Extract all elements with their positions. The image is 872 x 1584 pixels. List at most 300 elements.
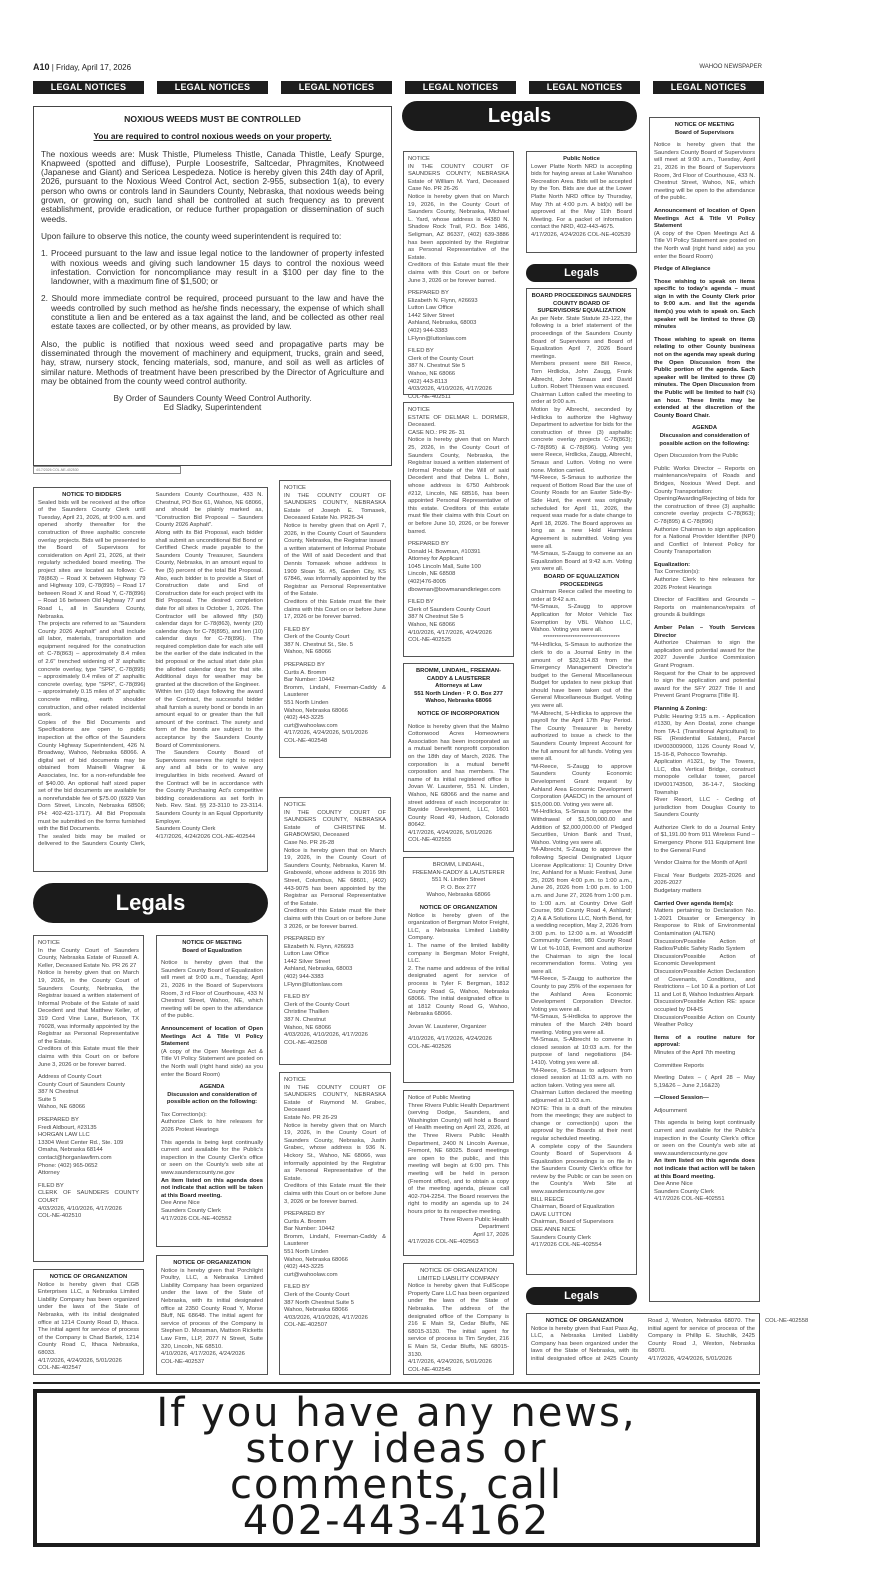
ad-tag: 4/17/2026 COL-NE-402530 (33, 466, 181, 474)
notice-heading: NOTICE OF ORGANIZATION (419, 904, 498, 911)
notice-text: Discussion/Possible Action on County Weather Policy (654, 1014, 755, 1029)
legals-banner: Legals (526, 1287, 637, 1305)
notice-text: PREPARED BY (38, 1117, 79, 1124)
publication-name: WAHOO NEWSPAPER (699, 64, 762, 70)
notice-text: Tax Correction(s): (654, 569, 700, 576)
notice-text: Notice is hereby given that on March 19, 2026, in the County Court of Saunders County, Nebraska, Justin Grabec, whose address is 936 N. Hickory St., Wahoo, NE 68066, was informally appointed by the Registrar as Personal Representative of the Estate. (284, 1122, 386, 1182)
notice-text: Notice is hereby given that on March 19, 2026, in the County Court of Saunders County, Nebraska, Michael L. Yard, whose address is 44380 N. Shadow Rock Trail, P.O. Box 1486, Seligman, AZ 86337, (402) 639-3886 has been appointed by the Registrar as Personal Representative of the Estate. (408, 193, 509, 261)
notice-text: COL-NE-402507 (284, 1322, 328, 1329)
notice-text: NOTE: This is a draft of the minutes from the meetings; they are subject to change or correction(s) upon the approval by the Boards at their next regular scheduled meeting. (531, 1105, 632, 1142)
notice-text: Fredi Aldbourt, #23135 (38, 1124, 97, 1131)
notice-meeting-board-supervisors (649, 117, 760, 1302)
notice-heading: NOTICE OF MEETING (182, 940, 242, 946)
notice-text: *M-Albrecht, S-Hrdlicka to approve the payroll for the April 17th Pay Period. The County Treasurer is hereby authorized to issue a check to the Saunders County Imprest Account for the full amount for all funds. Voting yes were all. (531, 710, 632, 763)
notice-text: Three Rivers Public Health (440, 1216, 509, 1223)
notice-text: This agenda is being kept continually current and available for the Public's inspection in the County Clerk's office or seen on the County's web site at www.saunderscounty.ne.gov (654, 1120, 755, 1157)
notice-text: Saunders County Clerk (531, 1234, 591, 1241)
notice-heading: 551 North Linden · P. O. Box 277 (414, 690, 503, 697)
notice-text: Vendor Claims for the Month of April (654, 860, 747, 867)
notice-text: Address of County Court (38, 1074, 102, 1081)
notice-text: (402)476-8005 (408, 579, 447, 586)
notice-text: curt@wahoolaw.com (284, 1271, 338, 1278)
notice-text: NOTICE (284, 1077, 306, 1083)
notice-text: 4/03/2026, 4/10/2026, 4/17/2026 (284, 1314, 368, 1321)
notice-text: 4/17/2026 COL-NE-402552 (161, 1215, 232, 1222)
notice-heading: An item listed on this agenda does not indicate that action will be taken at this Board meeting. (161, 1177, 263, 1199)
notice-heading: Announcement of location of Open Meetings Act & Title VI Policy Statement (654, 207, 755, 230)
notice-text: Saunders County Clerk (155, 826, 216, 833)
notice-text: LIMITED LIABILITY COMPANY (417, 1275, 500, 1282)
notice-text: BROMM, LINDAHL, (432, 862, 485, 868)
notice-text: FILED BY (408, 348, 434, 355)
ad-line: If you have any news, (156, 1390, 637, 1436)
notice-text: contact@horganlawfirm.com (38, 1155, 112, 1162)
notice-heading: NOTICE OF ORGANIZATION (173, 1260, 251, 1266)
notice-text: Open Discussion from the Public (654, 453, 739, 460)
notice-estate-yard (403, 151, 514, 400)
notice-text: CLERK OF SAUNDERS COUNTY COURT (38, 1190, 139, 1204)
notice-heading: BOARD OF EQUALIZATION PROCEEDINGS (543, 573, 620, 588)
notice-text: Motion by Albrecht, seconded by Hrdlicka to authorize the Highway Department to advertise for bids for the construction of three (3) asphaltic concrete overlay projects C-78(863); C-78(895) & C-78(896). Voting yes were Reece, Hrdlicka, Zaugg, Albrecht, Smaus and Lutton. Voting no were none. Motion carried. (531, 406, 632, 474)
notice-text: Lower Platte North NRD is accepting bids for haying areas at Lake Wanahoo Recreation Area. Bids will be accepted by the Ton. Bids are due at the Lower Platte North NRD office by Thursday, May 7th at 4:00 p.m. A bid(s) will be approved at the May 11th Board Meeting. For a packet of information contact the NRD, 402-443-4675. (531, 163, 632, 231)
notice-text: *M-Reece, S-Zaugg to approve Saunders County Economic Development Grant request by Ashland Area Economic Development Corporation (AAEDC) in the amount of $15,000.00. Voting yes were all. (531, 763, 632, 808)
notice-text: (A copy of the Open Meetings Act & Title VI Policy Statement are posted on the North wall (right hand side) as you enter the Board Room) (654, 230, 755, 260)
notice-text: Attorney for Applicant (408, 556, 464, 563)
notice-text: Case No. PR 26-28 (284, 839, 335, 846)
notice-text: *M-Smaus, S-Zaugg to approve Application for Motor Vehicle Tax Exemption by VBL Wahoo LLC, Wahoo. Voting yes were all. (531, 604, 632, 634)
notice-text: PREPARED BY (284, 1211, 325, 1218)
notice-text: 4/17/2026 COL-NE-402563 (408, 1239, 479, 1246)
notice-text: 1442 Silver Street (408, 312, 455, 319)
notice-heading: Pledge of Allegiance (654, 266, 711, 273)
notice-text: This agenda is being kept continually current and available for the Public's inspection in the County Clerk's office or seen on the County's web site at www.saunderscounty.ne.gov (161, 1139, 263, 1177)
notice-text: Discussion/Possible Action of Economic Development (654, 953, 755, 968)
notice-text: FREEMAN-CADDY & LAUSTERER (412, 869, 505, 876)
board-proceedings (526, 288, 637, 1275)
notice-heading: NOTICE OF INCORPORATION (417, 710, 500, 717)
notice-text: (402) 443-3225 (284, 715, 324, 722)
notice-text: 4/03/2026, 4/10/2026, 4/17/2026 (284, 1032, 368, 1039)
notice-heading: Discussion and consideration of possible action on the following: (659, 432, 750, 447)
notice-text: Clerk of Saunders County Court (408, 606, 491, 613)
notice-text: Curtis A. Bromm (284, 1218, 327, 1225)
notice-text: Saunders County Clerk (654, 1188, 714, 1195)
notice-text: Wahoo, Nebraska 68066 (284, 707, 348, 714)
ad-line: story ideas or (245, 1426, 548, 1472)
notice-incorporation (403, 663, 514, 852)
notice-text: Along with its Bid Proposal, each bidder shall submit an unconditional Bid Bond or Certified Check made payable to the Saunders County Treasurer, Saunders County, Nebraska, in an amount equal to five (5) percent of the total Bid Proposal. Also, each bidder is to provide a Start of Construction date and End of Construction date for each project with its Bid Proposal. The desired completion date for all sites is October 1, 2026. The Contractor will be allowed fifty (50) calendar days for C-78(863), twenty (20) calendar days for C-78(895), and ten (10) calendar days for C-78(896). The required completion date for each site will be the earlier of the date indicated in the bid proposal or the actual start date plus the allotted calendar days for that site. Additional days for weather may be granted at the discretion of the Engineer. (155, 529, 263, 688)
notice-text: FILED BY (38, 1182, 64, 1189)
notice-text: Copies of the Bid Documents and Specifications are open to public inspection at the office of the Saunders County Highway Superintendent, 426 N. Broadway, Wahoo, Nebraska 68066. A digital set of bid documents may be obtained from Mainelli Wagner & Associates, Inc. for a non-refundable fee of $40.00. An optional half sized paper set of the bid documents are available for a nonrefundable fee of $75.00 (6929 Van Dorn Street, Lincoln, Nebraska 68506; PH: 402-421-1717). All Bid Proposals must be submitted on the forms furnished with the Bid Documents. (38, 719, 146, 833)
notice-text: Authorize Chairman to sign application for a National Provider Identifier (NPI) and Conflict of Interest Policy for County Transportation (654, 526, 755, 556)
notice-heading: NOTICE OF ORGANIZATION (545, 1318, 624, 1324)
section-bar-legal-notices: LEGAL NOTICES (653, 81, 764, 94)
issue-date: | Friday, April 17, 2026 (51, 63, 132, 72)
notice-organization-fast-pass (526, 1313, 809, 1375)
notice-text: Estate No. PR 26-29 (284, 1114, 338, 1121)
notice-heading: Board of Equalization (182, 947, 242, 954)
notice-text: Elizabeth N. Flynn, #26693 (408, 297, 478, 304)
notice-text: FILED BY (284, 994, 310, 1001)
notice-text: 4/17/2026 COL-NE-402551 (654, 1196, 725, 1203)
notice-text: Notice is hereby given that CGB Enterprises LLC, a Nebraska Limited Liability Company has been organized under the laws of the State of Nebraska, with its initial designated office at 1214 County Road D, Ithaca. The initial agent for service of process of the Company is Chad Bartek, 1214 County Road C, Ithaca Nebraska, 68033. (38, 1281, 139, 1356)
notice-list-item: 2. Should more immediate control be required, proceed pursuant to the law and have the weeds controlled by such method as he/she finds necessary, the expense of which shall constitute a lien and be entered as a tax against the land, and be collected as other real estate taxes are collected, or by other means, as provided by law. (41, 293, 384, 332)
notice-text: NOTICE (408, 156, 430, 162)
notice-heading: Discussion and consideration of possible action on the following: (166, 1091, 258, 1106)
notice-text: IN THE COUNTY COURT OF SAUNDERS COUNTY, NEBRASKA Estate of William M. Yard, Deceased Case No. PR 26-26 (408, 163, 509, 193)
notice-text: 4/10/2026, 4/17/2026, 4/24/2026 (408, 1036, 492, 1043)
notice-text: curt@wahoolaw.com (284, 722, 338, 729)
notice-text: NOTICE (38, 940, 60, 946)
section-bar-legal-notices: LEGAL NOTICES (157, 81, 268, 94)
notice-subtitle: You are required to control noxious weeds on your property. (93, 131, 332, 142)
notice-text: Public Hearing 9:15 a.m. - Application #1330, by Ann Dostal, zone change from TA-1 (Transitional Agricultural) to RE (Residential Estates), Parcel ID#003009000, 1126 County Road V, 15-16-8, Pohocco Township. (654, 713, 755, 758)
notice-text: Wahoo, NE 68066 (408, 371, 456, 378)
notice-text: dbowman@bowmanandkrieger.com (408, 586, 501, 593)
notice-text: Clerk of the County Court (284, 1001, 350, 1008)
notice-text: Notice is hereby given that on March 19, 2026, in the County Court of Saunders County, Nebraska, the Registrar issued a written statement of Informal Probate of the Estate of said Decedent and that Matthew Keller, of 319 Cord Vine Lane, Burleson, TX 76028, was informally appointed by the Registrar as Personal Representative of the Estate. (38, 970, 139, 1045)
notice-text: COL-NE-402558 (765, 1318, 809, 1324)
notice-text: COL-NE-402555 (408, 837, 452, 844)
notice-heading: BOARD PROCEEDINGS SAUNDERS COUNTY BOARD OF SUPERVISORS/ EQUALIZATION (531, 293, 632, 315)
notice-text: BILL REECE (531, 1196, 565, 1203)
notice-text: COL-NE-402547 (38, 1365, 82, 1372)
notice-heading: Announcement of location of Open Meetings Act & Title VI Policy Statement (161, 1025, 263, 1048)
notice-text: CASE NO.: PR 26- 31 (408, 429, 466, 436)
notice-text: Creditors of this Estate must file their claims with this Court on or before June 3 2026, or be forever barred. (284, 908, 386, 930)
notice-text: PREPARED BY (408, 290, 449, 297)
notice-estate-grabec (279, 1072, 391, 1375)
notice-text: Wahoo, NE 68066 (38, 1104, 86, 1111)
section-bar-legal-notices: LEGAL NOTICES (405, 81, 516, 94)
notice-estate-grabowski (279, 797, 391, 1065)
notice-text: Notice is hereby given that the Saunders County Board of Equalization will meet at 9:00 a.m., Tuesday, April 21, 2026 in the Board of Supervisors Room, 3 rd Floor of Courthouse, 433 N Chestnut Street, Wahoo, NE, which meeting will be open to the attendance of the public. (161, 960, 263, 1020)
notice-text: The sealed bids may be mailed or delivered to the Saunders County Clerk, Saunders County Courthouse, 433 N. Chestnut, PO Box 61, Wahoo, NE 68066, and should be plainly marked as, "Construction Bid Proposal – Saunders County 2026 Asphalt". (38, 492, 263, 848)
notice-text: 1045 Lincoln Mall, Suite 100 (408, 563, 481, 570)
notice-estate-keller (33, 935, 144, 1262)
page-header (33, 62, 131, 72)
notice-text: Omaha, Nebraska 68144 (38, 1147, 103, 1154)
notice-text: COL-NE-402508 (284, 1039, 328, 1046)
notice-text: NOTICE OF ORGANIZATION (420, 1268, 497, 1274)
notice-heading: Items of a routine nature for approval: (654, 1034, 755, 1049)
notice-heading: BROMM, LINDAHL, FREEMAN-CADDY & LAUSTERER (415, 668, 501, 682)
notice-text: ********************************** (543, 634, 620, 641)
notice-text: *M-Smaus, S-Hrdlicka to approve the minutes of the March 24th board meeting. Voting yes were all. (531, 1014, 632, 1036)
notice-heading: Equalization: (654, 561, 691, 568)
notice-text: 387 N Chestnut (38, 1089, 79, 1096)
notice-text: 387 N. Chestnut St., Ste. 5 (284, 641, 353, 648)
notice-text: DAVE LUTTON (531, 1211, 572, 1218)
notice-text: Curtis A. Bromm (284, 669, 327, 676)
notice-meeting-board-equalization (156, 935, 268, 1247)
notice-text: COL-NE-402548 (284, 738, 328, 744)
notice-text: Chairman Lutton called the meeting to order at 9:00 a.m. (531, 391, 632, 406)
notice-text: Notice is hereby given that on March 25, 2026, in the County Court of Saunders County, Nebraska, the Registrar issued a written statement of Informal Probate of the Will of said Decedent and that Debra L. Bohn, whose address is 6750 Ashbrook #212, Lincoln, NE 68516, has been appointed Personal Representative of this estate. Creditors of this estate must file their claims with this Court on or before June 10, 2026, or be forever barred. (408, 437, 509, 535)
notice-text: Fiscal Year Budgets 2025-2026 and 2026-2027 (654, 872, 755, 887)
notice-text: Bromm, Lindahl, Freeman-Caddy & Lausterer (284, 1233, 386, 1248)
notice-text: Minutes of the April 7th meeting (654, 1049, 736, 1056)
notice-text: Meeting Dates – ( April 28 – May 5,19&26 – June 2,16&23) (654, 1075, 755, 1089)
notice-text: Clerk of the County Court (408, 355, 474, 362)
notice-text: NOTICE (284, 485, 306, 491)
notice-text: Members present were Bill Reece, Tom Hrdlicka, John Zaugg, Frank Albrecht, John Smaus and David Lutton. Robert Thiessen was excused. (531, 361, 632, 391)
notice-text: Creditors of this Estate must file their claims with this Court on or before June 3, 2026 or be forever barred. (408, 262, 509, 284)
notice-text: (402) 944-3383 (408, 328, 448, 335)
notice-text: Request for the Chair to be approved to sign the application and potential award for the SFY 2027 Title II and Prevent Grant Programs [Title II]. (654, 670, 755, 700)
notice-text: *M-Smaus, S-Zaugg to convene as an Equalization Board at 9:42 a.m. Voting yes were all. (531, 551, 632, 573)
notice-organization-cgb (33, 1269, 144, 1375)
notice-text: Chairman Lutton declared the meeting adjourned at 11:03 a.m. (531, 1090, 632, 1104)
notice-text: Discussion/Possible Action Declaration of Covenants, Conditions, and Restrictions – Lot 10 & a portion of Lot 11 and Lot 8, Wahoo Industries Airpark (654, 968, 755, 998)
notice-text: Phone: (402) 965-0652 (38, 1162, 98, 1169)
notice-estate-tomasek (279, 480, 391, 758)
notice-text: *M-Reece, S-Smaus to authorize the request of Bottom Road Bar the use of County Roads for an Easter Side-By-Side Hunt, the event was originally scheduled for April 11, 2026, the request was made for a date change to April 18, 2026. The Board approves as long as a new Hold Harmless Agreement is submitted. Voting yes were all. (531, 475, 632, 550)
notice-text: (402) 944-3383 (284, 974, 324, 981)
notice-paragraph: Also, the public is notified that noxious weed seed and propagative parts may be disseminated through the movement of machinery and equipment, trucks, grain and seed, hay, straw, nursery stock, fencing materials, sod, manure, and soil as well as articles of similar nature. Methods of treatment have been prescribed by the Director of Agriculture and may be obtained from the county weed control authority. (41, 338, 384, 386)
notice-text: Notice is hereby given that on March 19, 2026, in the County Court of Saunders County, Nebraska, Karen M. Grabowski, whose address is 2016 9th Street, Columbus, NE 68601, (402) 443-9075 has been appointed by the Registrar as Personal Representative of the Estate. (284, 847, 386, 907)
notice-heading: Board of Supervisors (675, 129, 734, 136)
notice-text: Authorize Clerk to hire releases for 2026 Protest Hearings (654, 577, 755, 591)
notice-text: NOTICE (408, 407, 430, 413)
notice-organization-porchlight (156, 1255, 268, 1375)
notice-estate-dormer (403, 402, 514, 657)
notice-text: 4/17/2026 COL-NE-402554 (531, 1242, 602, 1249)
notice-text: Creditors of this Estate must file their claims with this Court on or before June 3, 2026 or be forever barred. (284, 1183, 386, 1205)
notice-text: Dee Anne Nice (161, 1200, 200, 1207)
notice-text: Authorize Clerk to do a Journal Entry of $1,191.00 from 911 Wireless Fund – Emergency Phone 911 Equipment line to the General Fund (654, 824, 755, 854)
notice-organization-bergman (403, 857, 514, 1083)
notice-text: Creditors of this Estate must file their claims with this Court on or before June 3, 2026 or be forever barred. (38, 1046, 139, 1068)
notice-text: 551 North Linden (284, 700, 329, 707)
notice-text: Adjournment (654, 1107, 687, 1114)
notice-text: The Saunders County Board of Supervisors reserves the right to reject any and all bids or to waive any irregularities in bids received. Award of the Contract will be in accordance with the County Purchasing Act's competitive bidding considerations as set forth in Neb. Rev. Stat. §§ 23-3110 to 23-3114. Saunders County is an Equal Opportunity Employer. (155, 750, 263, 825)
section-bar-legal-notices: LEGAL NOTICES (529, 81, 640, 94)
notice-heading: Carried Over agenda item(s): (654, 900, 734, 907)
notice-text: Lutton Law Office (284, 951, 330, 958)
notice-heading: Attorneys at Law (435, 683, 482, 690)
notice-text: 551 North Linden (284, 1249, 329, 1256)
notice-text: Within ten (10) days following the award of the Contract, the successful bidder shall furnish a surety bond or bonds in an amount equal to or greater than the full amount of the contract. The surety and form of the bonds are subject to the acceptance by the Saunders County Board of Commissioners. (155, 689, 263, 749)
notice-signature: Ed Sladky, Superintendent (163, 402, 262, 413)
notice-text: 4/10/2026, 4/17/2026, 4/24/2026 (161, 1351, 245, 1358)
notice-text: Saunders County Clerk (161, 1208, 221, 1214)
notice-paragraph: The noxious weeds are: Musk Thistle, Plumeless Thistle, Canada Thistle, Leafy Spurge, Knapweed (spotted and diffuse), Purple Loosestrife, Saltcedar, Phragmites, Knotweed (Japanese and Giant) and Sericea Lespedeza. Notice is hereby given this 24th day of April, 2026, pursuant to the Noxious Weed Control Act, section 2-955, subsection 1(a), to every person who owns or controls land in Saunders County, Nebraska, that noxious weeds being grown, or growing on, such land shall be controlled at such frequency as to prevent establishment, provide eradication, or reduce further propagation or dissemination of such weeds. (41, 148, 384, 224)
notice-text: Lincoln, NE 68508 (408, 571, 456, 578)
notice-text: FILED BY (408, 599, 434, 606)
notice-text: Notice is hereby given that the Saunders County Board of Supervisors will meet at 9:00 a.m., Tuesday, April 21, 2026 in the Board of Supervisors Room, 3rd Floor of Courthouse, 433 N. Chestnut Street, Wahoo, NE, which meeting will be open to the attendance of the public. (654, 142, 755, 202)
notice-text: *M-Hrdlicka, S-Smaus to authorize the clerk to do a Journal Entry in the amount of $32,314.83 from the Emergency Management Director's budget to the General Miscellaneous Budget for updates to new pickup that should have been taken out of the General Miscellaneous Budget. Voting yes were all. (531, 642, 632, 710)
notice-text: Ashland, Nebraska, 68003 (284, 966, 353, 973)
notice-text: IN THE COUNTY COURT OF SAUNDERS COUNTY, NEBRASKA Estate of Raymond M. Grabec, Deceased (284, 1084, 386, 1114)
notice-text: 387 N. Chestnut Ste 5 (408, 363, 466, 370)
notice-text: Discussion/Possible Action RE: space occupied by DHHS (654, 999, 755, 1013)
notice-text: Department (478, 1224, 509, 1231)
notice-text: Notice is hereby given that Fast Pass Ag, LLC, a Nebraska Limited Liability Company has been organized under the laws of the State of Nebraska, with its initial designated office at 2425 County Road J, Weston, Nebraska 68070. The initial agent for service of process of the Company is Phillip E. Stuchlik, 2425 County Road J, Weston, Nebraska 68070. (531, 1318, 755, 1362)
notice-text: PREPARED BY (284, 662, 325, 669)
notice-text: Wahoo, Nebraska 68066 (284, 1256, 348, 1263)
notice-text: Notice is hereby given that FullScope Property Care LLC has been organized under the laws of the State of Nebraska. The address of the designated office of the Company is 216 E Main St, Cedar Bluffs, NE 68015-3130. The initial agent for service of process is Tim Snyder, 216 E Main St, Cedar Bluffs, NE 68015-3130. (408, 1283, 509, 1358)
notice-text: Wahoo, NE 68066 (284, 1024, 332, 1031)
notice-text: LFlynn@luttonlaw.com (408, 335, 467, 342)
notice-heading: Public Notice (563, 156, 600, 162)
notice-list-item: 1. Proceed pursuant to the law and issue legal notice to the landowner of property infested with noxious weeds and giving such landowner 15 days to control the noxious weed infestation. Conviction for noncompliance may result in a $100 per day fine to the landowner, with a maximum fine of $1,500; or (41, 248, 384, 287)
notice-text: 387 N Chestnut Ste 5 (408, 614, 464, 621)
notice-text: Attorney (38, 1170, 60, 1177)
notice-text: 13304 West Center Rd., Ste. 109 (38, 1139, 124, 1146)
notice-text: (A copy of the Open Meetings Act & Title VI Policy Statement are posted on the North wall (right hand side) as you enter the Board Room) (161, 1048, 263, 1078)
notice-text: 387 North Chestnut Suite 5 (284, 1299, 354, 1306)
notice-text: The projects are referred to as "Saunders County 2026 Asphalt" and shall include all labor, materials, transportation and equipment required for the construction of: C-78(863) – approximately 8.4 miles of 2.6" trenched widening of 3' asphaltic concrete overlay, type "SPR", C-78(895) – approximately 0.4 miles of 2" asphaltic concrete overlay, type "SPR", C-78(896) – approximately 0.15 miles of 3" asphaltic concrete milling, earth shoulder construction, and other related incidental work. (38, 621, 146, 719)
notice-text: Bar Number: 10442 (284, 1226, 335, 1233)
notice-text: Creditors of this Estate must file their claims with this Court on or before June 17, 2026 or be forever barred. (284, 598, 386, 621)
notice-text: Chairman Reece called the meeting to order at 9:42 a.m. (531, 589, 632, 603)
notice-heading: Planning & Zoning: (654, 705, 708, 712)
notice-to-bidders (33, 487, 268, 872)
notice-text: Wahoo, NE 68066 (284, 649, 332, 656)
notice-text: DEE ANNE NICE (531, 1227, 576, 1234)
notice-text: Matters pertaining to Declaration No. 1-2021 Disaster or Emergency in Response to Risk of Environmental Contamination (ALTEN) (654, 908, 755, 937)
notice-text: P. O. Box 277 (440, 884, 477, 891)
notice-text: Lutton Law Office (408, 305, 454, 312)
news-tips-ad (33, 1389, 760, 1547)
notice-organization-fullscope (403, 1263, 514, 1375)
notice-text: PREPARED BY (408, 541, 449, 548)
legals-banner: Legals (33, 883, 268, 923)
notice-text: Bar Number: 10442 (284, 677, 335, 684)
notice-text: Application #1321, by The Towers, LLC, dba Vertical Bridge, construct monopole cellular tower, parcel ID#001743500, 36-14-7, Stocking Township (654, 759, 755, 796)
notice-text: As per Nebr. State Statute 23-122, the following is a brief statement of the proceedings of the Saunders County Board of Supervisors and Board of Equalization April 7, 2026 Board meetings. (531, 315, 632, 360)
notice-text: ESTATE OF DELMAR L. DORMER, Deceased. (408, 414, 509, 429)
notice-text: IN THE COUNTY COURT OF SAUNDERS COUNTY, NEBRASKA Estate of Joseph E. Tomasek, Deceased Estate No. PR26-34 (284, 492, 386, 522)
notice-text: 4/03/2026, 4/10/2026, 4/17/2026 (408, 386, 492, 393)
notice-heading: —Closed Session— (654, 1095, 709, 1102)
notice-heading: NOTICE TO BIDDERS (62, 492, 122, 498)
notice-text: Christine Thallien (284, 1009, 329, 1016)
notice-heading: AGENDA (691, 425, 718, 432)
notice-text: 1442 Silver Street (284, 958, 331, 965)
notice-text: Notice is hereby given that on April 7, 2026, in the County Court of Saunders County, Nebraska, the Registrar issued a written statement of Informal Probate of the Will of said Decedent and that Dennis Tomasek whose address is 1909 Sloan St. #5, Garden City, KS 67846, was informally appointed by the Registrar as Personal Representative of the Estate. (284, 522, 386, 598)
notice-text: Wahoo, Nebraska 68066 (284, 1307, 348, 1314)
notice-text: Clerk of the County Court (284, 1292, 350, 1299)
notice-text: *M-Smaus, S-Albrecht to convene in closed session at 10:03 a.m. for the purpose of land negotiations (84-1410). Voting yes were all. (531, 1037, 632, 1066)
notice-text: County Court of Saunders County (38, 1081, 126, 1088)
notice-text: Budgetary matters (654, 888, 702, 895)
notice-title: NOXIOUS WEEDS MUST BE CONTROLLED (124, 114, 301, 124)
notice-text: 4/17/2026, 4/24/2026 COL-NE-402544 (155, 833, 256, 840)
notice-text: In the County Court of Saunders County, Nebraska Estate of Russell A. Keller, Deceased Estate No. PR 26 27 (38, 947, 139, 969)
notice-text: 4/03/2026, 4/10/2026, 4/17/2026 (38, 1205, 122, 1212)
ad-line: comments, call (229, 1462, 564, 1508)
notice-text: FILED BY (284, 626, 310, 633)
notice-text: 551 N. Linden Street (431, 877, 486, 884)
notice-public-nrd (526, 151, 637, 253)
notice-text: April 17, 2026 (473, 1231, 509, 1238)
notice-text: Donald H. Bowman, #10391 (408, 548, 481, 555)
notice-text: Wahoo, Nebraska 68066 (426, 892, 491, 899)
notice-text: IN THE COUNTY COURT OF SAUNDERS COUNTY, NEBRASKA Estate of CHRISTINE M. GRABOWSKI, Deceased (284, 809, 386, 839)
notice-text: A complete copy of the Saunders County Board of Supervisors & Equalization proceedings is on file in the Saunders County Clerk's office for review by the Public or can be seen on the County's Web Site at www.saunderscounty.ne.gov (531, 1143, 632, 1196)
notice-text: *M-Reece, S-Smaus to adjourn from closed session at 11:03 a.m. with no action taken. Voting yes were all. (531, 1067, 632, 1089)
notice-text: Ashland, Nebraska, 68003 (408, 320, 477, 327)
notice-text: *M-Reece, S-Zaugg to authorize the County to pay 25% of the expenses for the Ashland Area Economic Development Corporation Director. Voting yes were all. (531, 976, 632, 1013)
notice-text: COL-NE-402526 (408, 1044, 452, 1051)
notice-text: Authorize Chairman to sign the application and potential award for the 2027 Juvenile Justice Commission Grant Program. (654, 640, 755, 669)
notice-text: Notice is hereby given that Porchlight Poultry, LLC, a Nebraska Limited Liability Company has been organized under the laws of the State of Nebraska, with its initial designated office at 2350 County Road Y, Morse Bluff, NE 68648. The initial agent for service of process of the Company is Stephen D. Mossman, Mattson Ricketts Law Firm, LLP, 2077 N Street, Suite 320, Lincoln, NE 68510. (161, 1267, 263, 1350)
notice-heading: Amber Pelan – Youth Services Director (654, 625, 755, 639)
section-bar-legal-notices: LEGAL NOTICES (33, 81, 144, 94)
notice-text: NOTICE (284, 802, 306, 808)
notice-text: 4/17/2026, 4/24/2026, 5/01/2026 (408, 1359, 492, 1366)
notice-text: Discussion/Possible Action of Radios/Public Safety Radio System (654, 938, 755, 953)
divider (33, 1382, 760, 1384)
notice-text: Opening/Awarding/Rejecting of bids for the construction of three (3) asphaltic concrete overlay projects C-78(863); C-78(895) & C-78(896) (654, 496, 755, 525)
notice-text: Chairman, Board of Supervisors (531, 1219, 614, 1226)
notice-text: Clerk of the County Court (284, 634, 350, 641)
legals-banner: Legals (526, 264, 637, 282)
notice-text: (402) 443-3225 (284, 1264, 324, 1271)
section-bar-legal-notices: LEGAL NOTICES (281, 81, 392, 94)
notice-text: Bromm, Lindahl, Freeman-Caddy & Lausterer (284, 684, 386, 699)
notice-text: COL-NE-402511 (408, 393, 451, 400)
notice-text: Notice of Public Meeting (408, 1095, 471, 1101)
notice-paragraph: Upon failure to observe this notice, the county weed superintendent is required to: (41, 230, 342, 241)
notice-text: Notice is hereby given of the organization of Bergman Motor Freight, LLC, a Nebraska Limited Liability Company. (408, 912, 509, 942)
notice-text: Notice is hereby given that the Malmo Cottonwood Acres Homeowners Association has been incorporated as a mutual benefit nonprofit corporation on the 18th day of March, 2026. The corporation is a mutual benefit corporation and has members. The name of its initial registered office is Jovan W. Lausterer, 551 N. Linden, Wahoo, NE 68066 and the name and street address of each incorporator is: Bayside Development, LLC, 1601 County Road 49, Hudson, Colorado 80642. (408, 723, 509, 829)
notice-text: *M-Hrdlicka, S-Smaus to approve the Withdrawal of $1,500,000.00 and Addition of $2,000,000.00 of Pledged Securities, Union Bank and Trust, Wahoo. Voting yes were all. (531, 809, 632, 846)
notice-heading: Wahoo, Nebraska 68066 (425, 698, 492, 705)
notice-public-meeting-three-rivers (403, 1090, 514, 1256)
notice-signature: By Order of Saunders County Weed Control Authority. (113, 393, 312, 404)
notice-text: Three Rivers Public Health Department (serving Dodge, Saunders, and Washington County) will hold a Board of Health meeting on April 23, 2026, at the Three Rivers Public Health Department, 2400 N Lincoln Avenue, Fremont, NE 68025. Board meetings are open to the public, and this meeting will begin at 6:00 pm. This meeting will be held in person (Fremont office), and to obtain a copy of the meeting agenda, please call 402-704-2254. The Board reserves the right to modify an agenda up to 24 hours prior to its respective meeting. (408, 1102, 509, 1215)
notice-text: 1. The name of the limited liability company is Bergman Motor Freight, LLC. (408, 942, 509, 965)
notice-text: 4/17/2026, 4/24/2026, 5/01/2026 (284, 730, 368, 737)
notice-text: 387 N. Chestnut (284, 1017, 326, 1024)
notice-text: 4/17/2026, 4/24/2026 COL-NE-402539 (531, 231, 631, 238)
notice-text: *M-Albrecht, S-Zaugg to approve the following Special Designated Liquor License Applications: 1) Country Drive Inc, Ashland for a Music Festival, June 25, 2026 from 4:00 p.m. to 1:00 a.m., June 26, 2026 from 1:00 p.m. to 1:00 a.m. and June 27, 2026 from 1:00 p.m. to 1:00 a.m. at Country Drive Golf Course, 950 County Road 4, Ashland; 2) A & A Solutions LLC, North Bend, for a wedding reception, May 2, 2026 from 3:00 p.m. to 12:00 a.m. at Woodcliff Community Center, 980 County Road W Lot %-1018, Fremont and authorize the Chairman to sign the local recommendation forms. Voting yes were all. (531, 847, 632, 975)
notice-text: Sealed bids will be received at the office of the Saunders County Clerk until Tuesday, April 21, 2026, at 9:00 a.m. and opened shortly thereafter for the construction of three asphaltic concrete overlay projects. Bids will be presented to the Board of Supervisors for consideration on April 21, 2026, at their regularly scheduled board meeting. The project sites are located as follows: C-78(863) – Road X between Highway 79 and Highway 109, C-78(895) – Road 17 between Road X and Road Y, C-78(896) – Road 16 between Old Highway 77 and Road L, all in Saunders County, Nebraska. (38, 499, 146, 620)
notice-text: 4/10/2026, 4/17/2026, 4/24/2026 (408, 629, 492, 636)
notice-text: HORGAN LAW LLC (38, 1132, 90, 1139)
notice-heading: Those wishing to speak on items relating to other County business not on the agenda may speak during the Open Discussion from the Public portion of the agenda. Each speaker will be limited to three (3) minutes. The Open Discussion from the Public will be limited to half (½) an hour. These limits may be extended at the discretion of the County Board Chair. (654, 336, 755, 419)
page-number: A10 (33, 62, 50, 72)
notice-text: Wahoo, NE 68066 (408, 622, 456, 629)
notice-text: 2. The name and address of the initial designated agent for service of process is Tyler F. Bergman, 1812 County Road G, Wahoo, Nebraska 68066. The initial designated office is at 1812 County Road G, Wahoo, Nebraska 68066. (408, 965, 509, 1018)
notice-text: Jovan W. Lausterer, Organizer (408, 1023, 487, 1030)
notice-text: 4/17/2026, 4/24/2026, 5/01/2026 (408, 829, 492, 836)
notice-heading: Those wishing to speak on items specific to today's agenda – must sign in with the County Clerk prior to 9:00 a.m. and list the agenda item(s) you wish to speak on. Each speaker will be limited to three (3) minutes (654, 278, 755, 331)
notice-heading: An item listed on this agenda does not indicate that action will be taken at this Board meeting. (654, 1158, 755, 1180)
notice-text: LFlynn@luttonlaw.com (284, 981, 343, 988)
notice-heading: NOTICE OF ORGANIZATION (49, 1274, 128, 1280)
noxious-weeds-notice (33, 106, 392, 466)
legals-banner: Legals (402, 101, 637, 131)
notice-text: River Resort, LLC - Ceding of jurisdiction from Douglas County to Saunders County (654, 797, 755, 819)
notice-text: COL-NE-402545 (408, 1366, 452, 1373)
notice-text: (402) 443-8113 (408, 378, 448, 385)
notice-text: COL-NE-402525 (408, 637, 452, 644)
notice-heading: NOTICE OF MEETING (674, 122, 735, 128)
notice-text: Public Works Director – Reports on maintenance/repairs of Roads and Bridges, Noxious Weed Dept. and County Transportation: (654, 465, 755, 495)
notice-text: Suite 5 (38, 1096, 57, 1103)
notice-text: Dee Anne Nice (654, 1181, 693, 1188)
notice-text: Tax Correction(s): (161, 1111, 207, 1118)
notice-text: COL-NE-402537 (161, 1358, 205, 1365)
notice-text: Chairman, Board of Equalization (531, 1204, 615, 1211)
notice-text: 4/17/2026, 4/24/2026, 5/01/2026 (648, 1355, 732, 1362)
notice-text: FILED BY (284, 1284, 310, 1291)
notice-text: Committee Reports (654, 1062, 704, 1069)
